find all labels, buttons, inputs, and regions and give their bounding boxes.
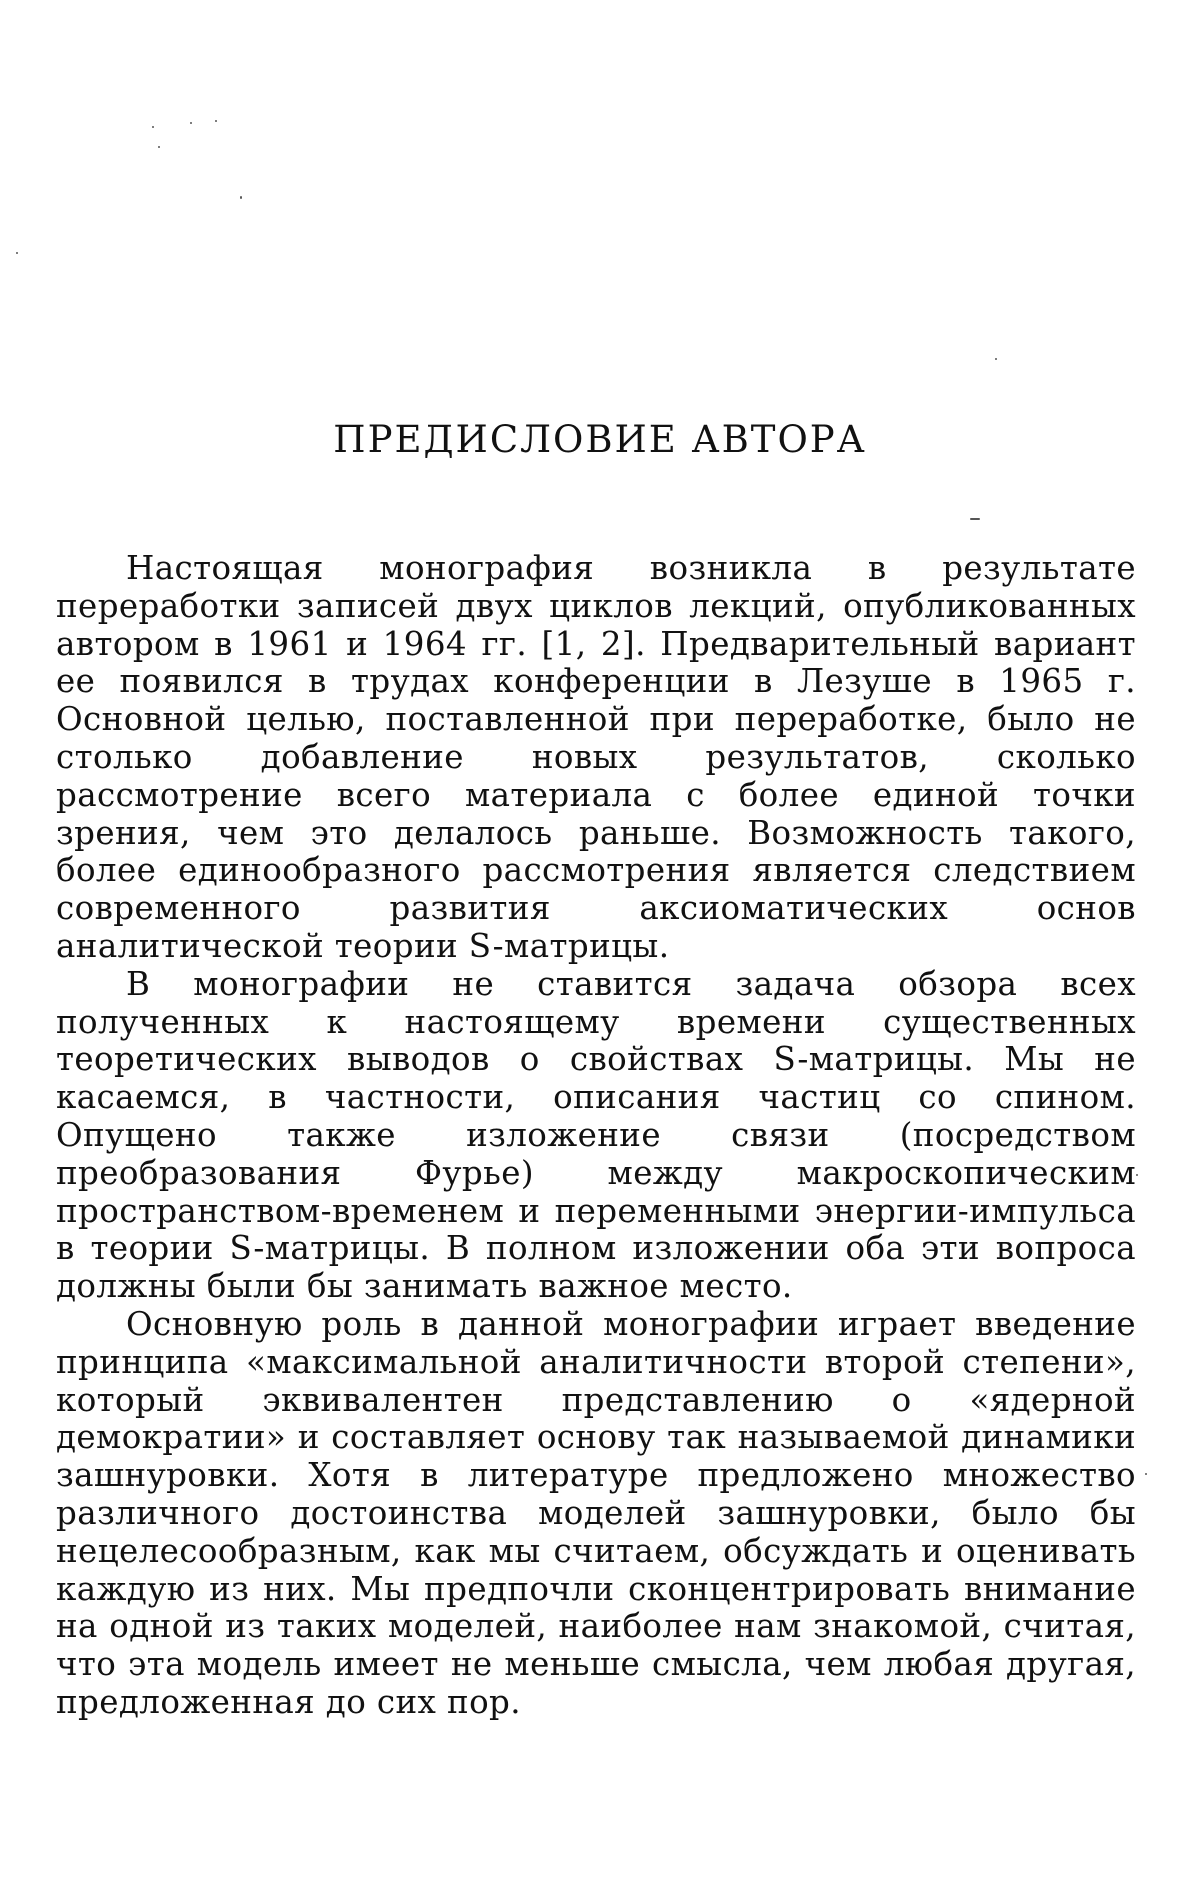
paragraph: Настоящая монография возникла в результате переработки записей двух циклов лекций, опубликованных автором в 1961 и 1964 гг. [1, 2]. Предварительный вариант ее появился в трудах конференции в Лезуше в 1965 г. Основной целью, поставленной при переработке, было не столько добавление новых результатов, сколько рассмотрение всего материала с более единой точки зрения, чем это делалось раньше. Возможность такого, более единообразного рассмотрения является следствием современного развития аксиоматических основ аналитической теории S-матрицы. xyxy=(56,549,1136,965)
paragraph: Основную роль в данной монографии играет введение принципа «максимальной аналитичности второй степени», который эквивалентен представлению о «ядерной демократии» и составляет основу так называемой динамики зашнуровки. Хотя в литературе предложено множество различного достоинства моделей зашнуровки, было бы нецелесообразным, как мы считаем, обсуждать и оценивать каждую из них. Мы предпочли сконцентрировать внимание на одной из таких моделей, наиболее нам знакомой, считая, что эта модель имеет не меньше смысла, чем любая другая, предложенная до сих пор. xyxy=(56,1304,1136,1721)
paragraph: В монографии не ставится задача обзора всех полученных к настоящему времени существенных теоретических выводов о свойствах S-матрицы. Мы не касаемся, в частности, описания частиц со спином. Опущено также изложение связи (посредством преобразования Фурье) между макроскопическим пространством-временем и переменными энергии-импульса в теории S-матрицы. В полном изложении оба эти вопроса должны были бы занимать важное место. xyxy=(56,964,1136,1306)
scan-speck xyxy=(190,122,192,124)
scan-speck xyxy=(16,252,18,254)
body-text xyxy=(56,550,1136,1722)
scan-speck xyxy=(1145,1473,1147,1475)
scan-speck xyxy=(152,126,154,128)
scan-speck xyxy=(995,358,997,360)
page-title: ПРЕДИСЛОВИЕ АВТОРА xyxy=(333,418,867,461)
scan-speck xyxy=(970,518,980,520)
scan-speck xyxy=(158,146,160,148)
scan-speck xyxy=(1136,1174,1138,1176)
scan-speck xyxy=(215,120,217,122)
scan-speck xyxy=(240,196,242,199)
